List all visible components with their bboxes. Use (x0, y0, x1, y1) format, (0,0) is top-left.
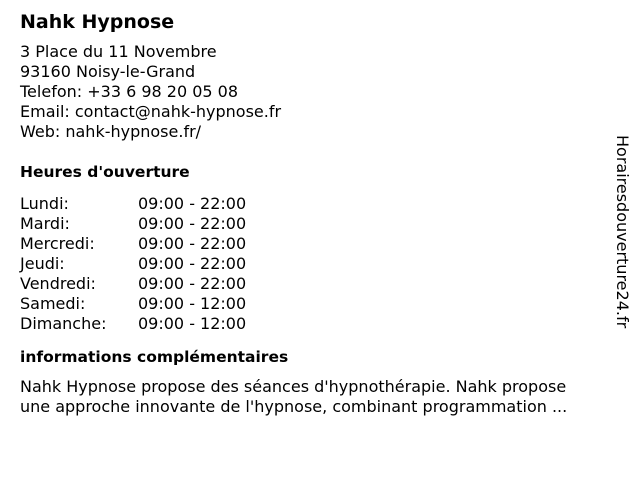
day-label: Dimanche: (20, 314, 107, 333)
hours-row (20, 294, 246, 314)
day-label: Vendredi: (20, 274, 96, 293)
hours-row (20, 234, 246, 254)
description-line-1: Nahk Hypnose propose des séances d'hypnothérapie. Nahk propose (20, 377, 567, 396)
day-label: Lundi: (20, 194, 69, 213)
address-line-1: 3 Place du 11 Novembre (20, 42, 217, 61)
site-brand-vertical[interactable]: Horairesdouverture24.fr (613, 135, 632, 329)
time-range: 09:00 - 22:00 (138, 214, 247, 233)
opening-hours-table (20, 194, 246, 334)
time-range: 09:00 - 12:00 (138, 294, 247, 313)
phone-line[interactable]: Telefon: +33 6 98 20 05 08 (20, 82, 239, 101)
day-label: Mardi: (20, 214, 70, 233)
day-label: Mercredi: (20, 234, 95, 253)
hours-row (20, 194, 246, 214)
time-range: 09:00 - 22:00 (138, 234, 247, 253)
description-line-2: une approche innovante de l'hypnose, combinant programmation ... (20, 397, 568, 416)
opening-hours-heading: Heures d'ouverture (20, 163, 190, 181)
email-line[interactable]: Email: contact@nahk-hypnose.fr (20, 102, 282, 121)
time-range: 09:00 - 22:00 (138, 274, 247, 293)
day-label: Samedi: (20, 294, 86, 313)
time-range: 09:00 - 12:00 (138, 314, 247, 333)
hours-row (20, 274, 246, 294)
business-description (20, 377, 620, 417)
hours-row (20, 314, 246, 334)
business-info (20, 10, 610, 417)
hours-row (20, 214, 246, 234)
additional-info-heading: informations complémentaires (20, 348, 289, 366)
day-label: Jeudi: (20, 254, 65, 273)
time-range: 09:00 - 22:00 (138, 194, 247, 213)
address-line-2: 93160 Noisy-le-Grand (20, 62, 196, 81)
web-line[interactable]: Web: nahk-hypnose.fr/ (20, 122, 202, 141)
business-name: Nahk Hypnose (20, 11, 175, 33)
time-range: 09:00 - 22:00 (138, 254, 247, 273)
hours-row (20, 254, 246, 274)
